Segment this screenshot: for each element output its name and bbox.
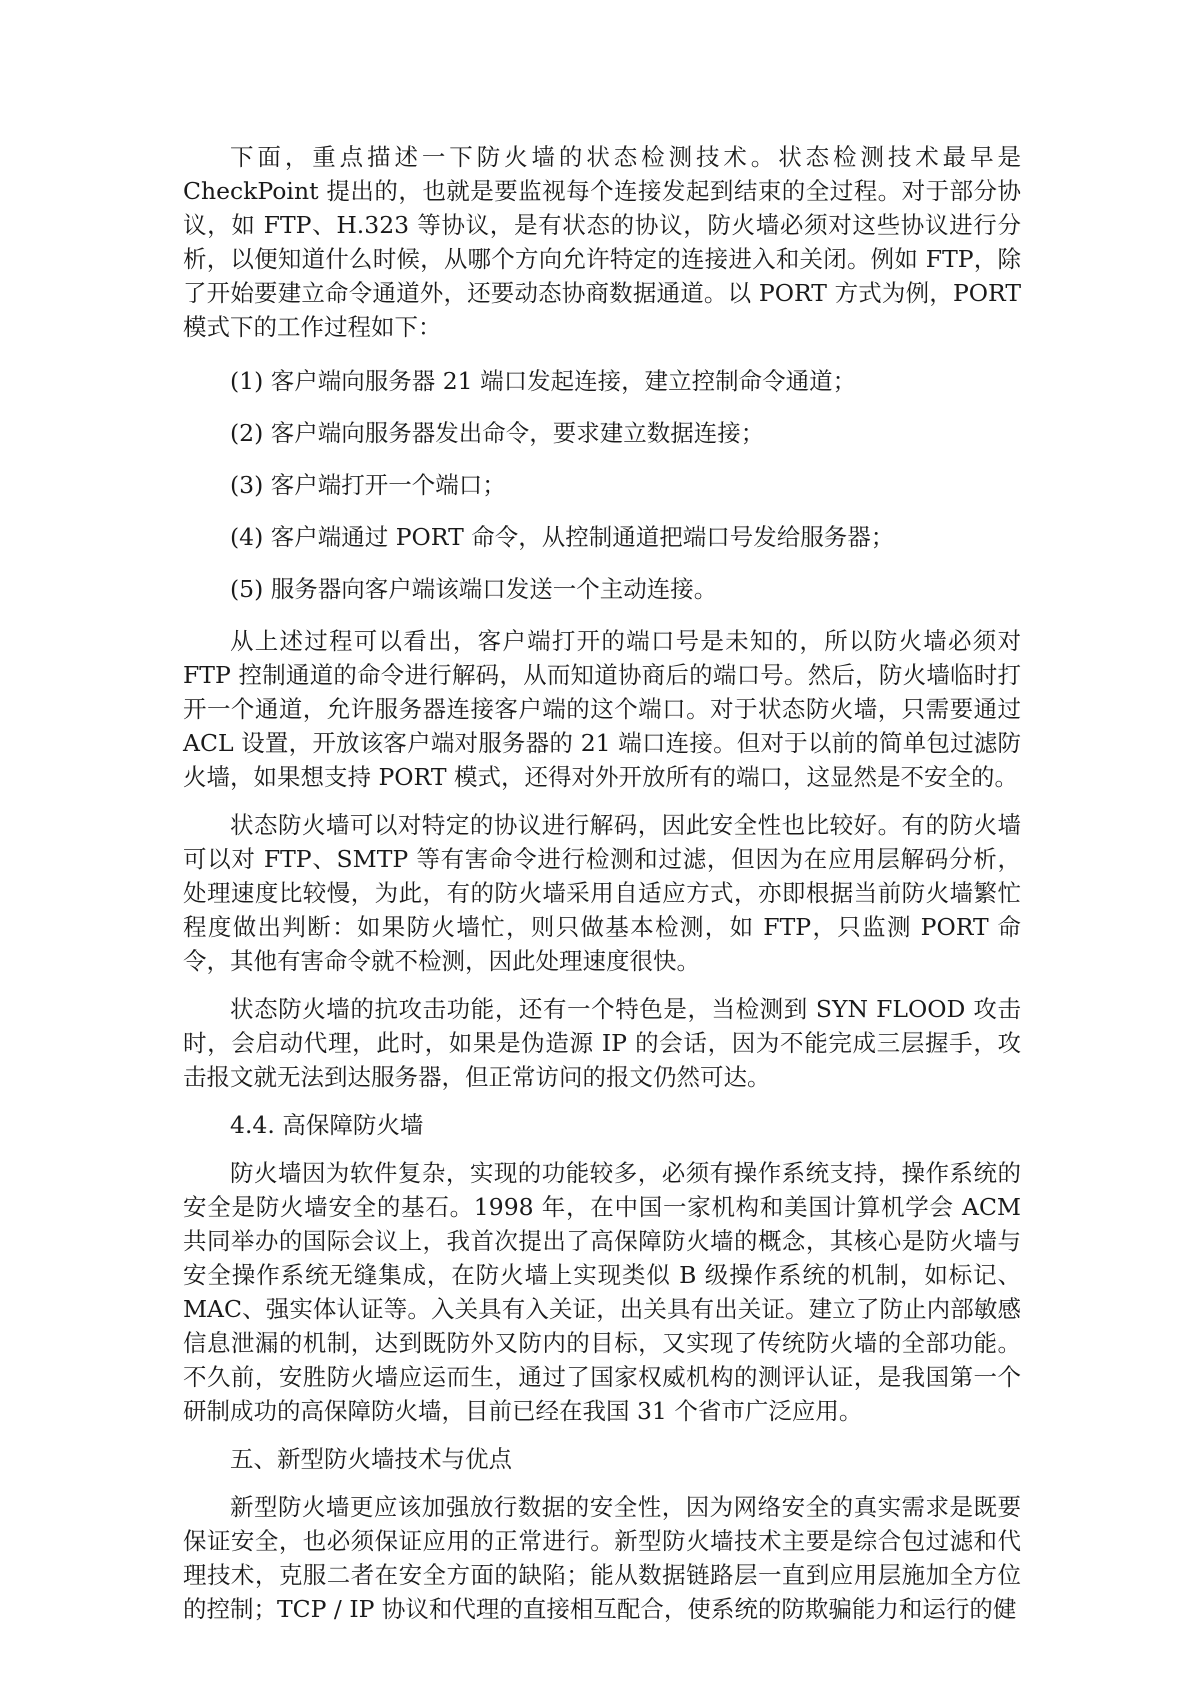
paragraph-port-analysis: 从上述过程可以看出，客户端打开的端口号是未知的，所以防火墙必须对 FTP 控制通道的命令进行解码，从而知道协商后的端口号。然后，防火墙临时打开一个通道，允许服务器连接客户端的这个端口。对于状态防火墙，只需要通过 ACL 设置，开放该客户端对服务器的 21 端口连接。但对于以前的简单包过滤防火墙，如果想支持 PORT 模式，还得对外开放所有的端口，这显然是不安全的。 [183, 627, 1021, 791]
list-item-step-1: (1) 客户端向服务器 21 端口发起连接，建立控制命令通道； [230, 367, 857, 395]
section-heading-4-4: 4.4. 高保障防火墙 [230, 1111, 424, 1139]
list-item-step-2: (2) 客户端向服务器发出命令，要求建立数据连接； [230, 419, 765, 447]
list-item-step-5: (5) 服务器向客户端该端口发送一个主动连接。 [230, 575, 718, 603]
paragraph-new-firewall-tech: 新型防火墙更应该加强放行数据的安全性，因为网络安全的真实需求是既要保证安全，也必须保证应用的正常进行。新型防火墙技术主要是综合包过滤和代理技术，克服二者在安全方面的缺陷；能从数据链路层一直到应用层施加全方位的控制；TCP / IP 协议和代理的直接相互配合，使系统的防欺骗能力和运行的健 [183, 1493, 1021, 1623]
document-body [183, 140, 1021, 1640]
list-item-step-4: (4) 客户端通过 PORT 命令，从控制通道把端口号发给服务器； [230, 523, 895, 551]
list-item-step-3: (3) 客户端打开一个端口； [230, 471, 506, 499]
paragraph-high-assurance-firewall: 防火墙因为软件复杂，实现的功能较多，必须有操作系统支持，操作系统的安全是防火墙安全的基石。1998 年，在中国一家机构和美国计算机学会 ACM 共同举办的国际会议上，我首次提出了高保障防火墙的概念，其核心是防火墙与安全操作系统无缝集成，在防火墙上实现类似 B 级操作系统的机制，如标记、MAC、强实体认证等。入关具有入关证，出关具有出关证。建立了防止内部敏感信息泄漏的机制，达到既防外又防内的目标，又实现了传统防火墙的全部功能。不久前，安胜防火墙应运而生，通过了国家权威机构的测评认证，是我国第一个研制成功的高保障防火墙，目前已经在我国 31 个省市广泛应用。 [183, 1159, 1021, 1425]
paragraph-protocol-decoding: 状态防火墙可以对特定的协议进行解码，因此安全性也比较好。有的防火墙可以对 FTP、SMTP 等有害命令进行检测和过滤，但因为在应用层解码分析，处理速度比较慢，为此，有的防火墙采用自适应方式，亦即根据当前防火墙繁忙程度做出判断：如果防火墙忙，则只做基本检测，如 FTP，只监测 PORT 命令，其他有害命令就不检测，因此处理速度很快。 [183, 811, 1021, 975]
paragraph-anti-attack: 状态防火墙的抗攻击功能，还有一个特色是，当检测到 SYN FLOOD 攻击时，会启动代理，此时，如果是伪造源 IP 的会话，因为不能完成三层握手，攻击报文就无法到达服务器，但正常访问的报文仍然可达。 [183, 995, 1021, 1091]
section-heading-5: 五、新型防火墙技术与优点 [230, 1445, 512, 1473]
paragraph-stateful-inspection-intro: 下面，重点描述一下防火墙的状态检测技术。状态检测技术最早是CheckPoint 提出的，也就是要监视每个连接发起到结束的全过程。对于部分协议，如 FTP、H.323 等协议，是有状态的协议，防火墙必须对这些协议进行分析，以便知道什么时候，从哪个方向允许特定的连接进入和关闭。例如 FTP，除了开始要建立命令通道外，还要动态协商数据通道。以 PORT 方式为例，PORT 模式下的工作过程如下： [183, 143, 1021, 341]
